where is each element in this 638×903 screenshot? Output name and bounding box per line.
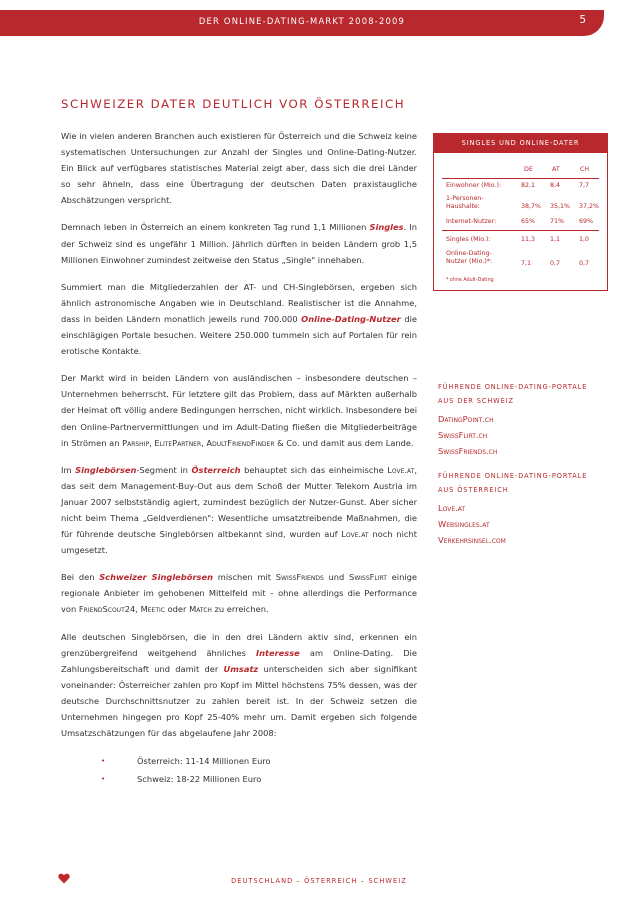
col-at: AT xyxy=(552,166,560,173)
table-footnote: * ohne Adult-Dating xyxy=(446,278,494,283)
highlight-singleboersen: Singlebörsen xyxy=(75,464,137,475)
paragraph-3: Summiert man die Mitgliederzahlen der AT- und CH-Singlebörsen, ergeben sich ähnlich astronomische Angaben wie in Deutschland. Realistischer ist die Annahme, dass in beiden Ländern monatlich jeweils rund 700.000 Online-Dating-Nutzer die einschlägigen Portale besuchen. Weitere 250.000 tummeln sich auf Portalen für rein erotische Kontakte. xyxy=(61,281,417,357)
paragraph-7: Alle deutschen Singlebörsen, die in den drei Ländern aktiv sind, erkennen ein grenzübergreifend weitgehend ähnliches Interesse am Online-Dating. Die Zahlungsbereitschaft und damit der Umsatz unterscheiden sich aber signifikant voneinander: Österreicher zahlen pro Kopf im Mittel höchstens 75% dessen, was der deutsche Durchschnittsnutzer zu zahlen bereit ist. In der Schweiz setzen die Unternehmen hingegen pro Kopf 25-40% mehr um. Damit ergeben sich folgende Umsatzschätzungen für das abgelaufene Jahr 2008: xyxy=(61,631,417,739)
divider xyxy=(442,230,599,231)
brand-parship: Parship xyxy=(122,437,150,448)
main-text xyxy=(61,128,417,788)
row-label: Einwohner (Mio.): xyxy=(446,182,502,189)
stats-table-title: SINGLES UND ONLINE-DATER xyxy=(434,134,607,153)
cell-at: 71% xyxy=(550,218,564,225)
cell-de: 11,3 xyxy=(521,236,536,243)
portals-ch-list xyxy=(438,411,608,459)
cell-ch: 1,0 xyxy=(579,236,590,243)
row-label: Online-Dating-Nutzer (Mio.)*: xyxy=(446,250,493,265)
stats-table-box xyxy=(433,133,608,291)
highlight-singles: Singles xyxy=(369,222,404,233)
cell-at: 0,7 xyxy=(550,260,561,267)
header-bar xyxy=(0,10,604,36)
cell-de: 82,1 xyxy=(521,182,536,189)
cell-at: 8,4 xyxy=(550,182,561,189)
header-title: DER ONLINE-DATING-MARKT 2008-2009 xyxy=(198,16,406,26)
paragraph-4: Der Markt wird in beiden Ländern von ausländischen – insbesondere deutschen – Unternehmen beherrscht. Für letztere gilt das Problem, dass auf Märkten außerhalb der Heimat oft völlig andere Bedingungen herrschen, nicht wirklich. Insbesondere bei den Online-Partnervermittlungen und im Adult-Dating fließen die Mitgliederbeiträge in Strömen an Parship, ElitePartner, AdultFriendFinder & Co. und damit aus dem Lande. xyxy=(61,373,417,448)
portals-ch-heading: FÜHRENDE ONLINE-DATING-PORTALE xyxy=(438,383,588,391)
portal-item: Love.at xyxy=(438,503,466,513)
divider xyxy=(442,178,599,179)
paragraph-6: Bei den Schweizer Singlebörsen mischen mit SwissFriends und SwissFlirt einige regionale Anbieter im gehobenen Mittelfeld mit – ohne allerdings die Performance von FriendScout24, Meetic oder Match zu erreichen. xyxy=(61,572,418,615)
highlight-schweizer-singleboersen: Schweizer Singlebörsen xyxy=(99,572,214,583)
col-de: DE xyxy=(524,166,533,173)
paragraph-5: Im Singlebörsen-Segment in Österreich behauptet sich das einheimische Love.at, das seit dem Management-Buy-Out aus dem Schoß der Mutter Telekom Austria im Januar 2007 selbstständig agiert, zumindest bezüglich der Nutzer-Gunst. Aber sicher nicht beim Thema „Geldverdienen": Wesentliche umsatztreibende Maßnahmen, die für führende deutsche Singlebörsen altbekannt sind, wurden auf Love.at noch nicht umgesetzt. xyxy=(61,464,417,556)
portal-item: DatingPoint.ch xyxy=(438,414,494,424)
portals-at-heading-2: AUS ÖSTERREICH xyxy=(438,486,509,494)
highlight-online-dating-nutzer: Online-Dating-Nutzer xyxy=(301,313,401,324)
row-label: Internet-Nutzer: xyxy=(446,218,497,225)
page-number: 5 xyxy=(579,14,586,26)
portals-sidebar xyxy=(438,380,608,558)
cell-at: 1,1 xyxy=(550,236,561,243)
cell-de: 7,1 xyxy=(521,260,532,267)
cell-ch: 7,7 xyxy=(579,182,590,189)
brand-swissflirt: SwissFlirt xyxy=(349,572,387,583)
brand-meetic: Meetic xyxy=(140,604,165,615)
brand-loveat: Love.at xyxy=(387,464,415,475)
paragraph-2: Demnach leben in Österreich an einem konkreten Tag rund 1,1 Millionen Singles. In der Schweiz sind es ungefähr 1 Million. Jährlich dürften in beiden Ländern grob 1,5 Millionen Einwohner zumindest zeitweise den Status „Single" innehaben. xyxy=(61,222,418,265)
section-title: SCHWEIZER DATER DEUTLICH VOR ÖSTERREICH xyxy=(61,97,406,111)
cell-ch: 0,7 xyxy=(579,260,590,267)
bullet-switzerland: • Schweiz: 18-22 Millionen Euro xyxy=(61,770,417,788)
portals-at-list xyxy=(438,500,608,548)
portal-item: Verkehrsinsel.com xyxy=(438,535,506,545)
brand-swissfriends: SwissFriends xyxy=(275,572,324,583)
col-ch: CH xyxy=(580,166,590,173)
cell-at: 35,1% xyxy=(550,203,571,210)
revenue-bullet-list xyxy=(61,752,417,788)
brand-match: Match xyxy=(189,604,212,615)
paragraph-1: Wie in vielen anderen Branchen auch existieren für Österreich und die Schweiz keine systematischen Untersuchungen zur Anzahl der Singles und Online-Dating-Nutzer. Ein Blick auf verfügbares statistisches Material zeigt aber, dass sich die drei Länder so sehr ähneln, dass eine Übertragung der deutschen Daten praxistaugliche Abschätzungen verspricht. xyxy=(61,131,417,206)
portals-ch-heading-2: AUS DER SCHWEIZ xyxy=(438,397,514,405)
highlight-interesse: Interesse xyxy=(256,647,300,658)
brand-friendscout24: FriendScout24 xyxy=(78,604,136,615)
brand-elitepartner: ElitePartner xyxy=(154,437,202,448)
row-label: 1-Personen-Haushalte: xyxy=(446,195,484,210)
cell-ch: 69% xyxy=(579,218,593,225)
bullet-austria: • Österreich: 11-14 Millionen Euro xyxy=(61,752,417,770)
cell-ch: 37,2% xyxy=(579,203,600,210)
portal-item: Websingles.at xyxy=(438,519,490,529)
cell-de: 65% xyxy=(521,218,535,225)
brand-loveat-2: Love.at xyxy=(341,529,369,540)
cell-de: 38,7% xyxy=(521,203,542,210)
footer-text: DEUTSCHLAND – ÖSTERREICH – SCHWEIZ xyxy=(231,877,407,885)
brand-adultfriendfinder: AdultFriendFinder xyxy=(206,437,275,448)
row-label: Singles (Mio.): xyxy=(446,236,491,243)
highlight-oesterreich: Österreich xyxy=(191,464,241,475)
highlight-umsatz: Umsatz xyxy=(223,663,259,674)
portal-item: SwissFlirt.ch xyxy=(438,430,488,440)
portal-item: SwissFriends.ch xyxy=(438,446,498,456)
portals-at-heading: FÜHRENDE ONLINE-DATING-PORTALE xyxy=(438,472,588,480)
